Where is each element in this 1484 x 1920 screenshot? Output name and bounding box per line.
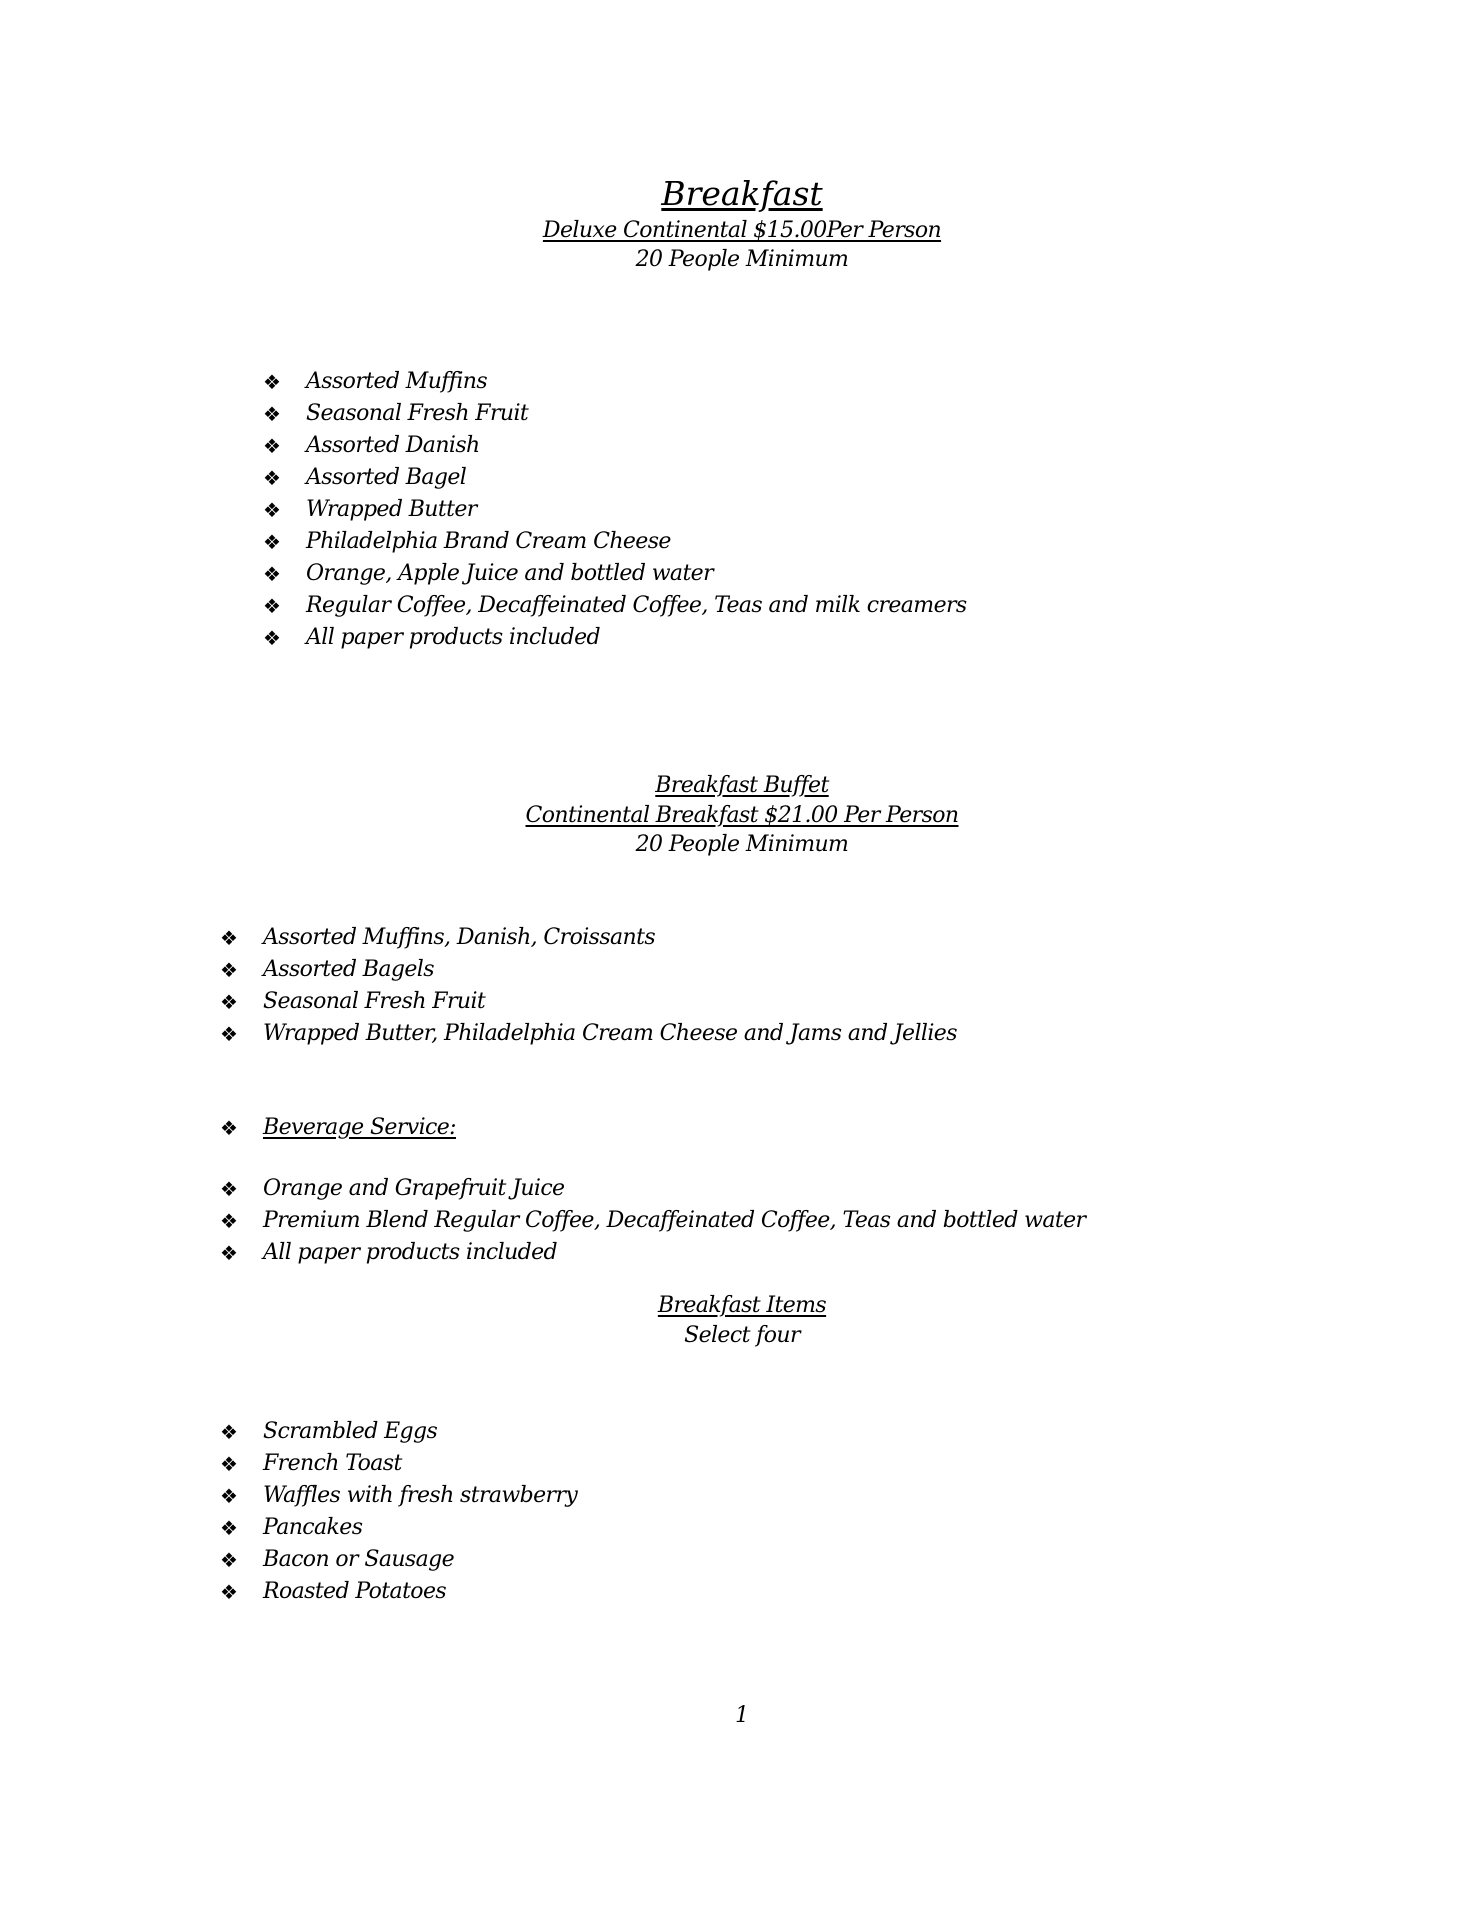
breakfast-buffet-title: Breakfast Buffet xyxy=(655,773,829,798)
deluxe-continental-minimum: 20 People Minimum xyxy=(635,247,849,272)
diamond-bullet-icon: ❖ xyxy=(220,1452,238,1476)
list-item: ❖ Orange, Apple Juice and bottled water xyxy=(263,558,967,590)
diamond-bullet-icon: ❖ xyxy=(220,1209,238,1233)
diamond-bullet-icon: ❖ xyxy=(220,1241,238,1265)
diamond-bullet-icon: ❖ xyxy=(263,402,281,426)
diamond-bullet-icon: ❖ xyxy=(220,1484,238,1508)
list-item: ❖ Waffles with fresh strawberry xyxy=(220,1480,577,1512)
deluxe-continental-price: Deluxe Continental $15.00Per Person xyxy=(542,218,942,243)
diamond-bullet-icon: ❖ xyxy=(220,1420,238,1444)
diamond-bullet-icon: ❖ xyxy=(220,1548,238,1572)
list-item: ❖ All paper products included xyxy=(220,1237,1085,1269)
breakfast-items-instruction: Select four xyxy=(684,1323,800,1348)
list-item: ❖ Assorted Muffins, Danish, Croissants xyxy=(220,922,957,954)
diamond-bullet-icon: ❖ xyxy=(220,1022,238,1046)
list-item: ❖ All paper products included xyxy=(263,622,967,654)
list-item: ❖ French Toast xyxy=(220,1448,577,1480)
list-item: ❖ Assorted Muffins xyxy=(263,366,967,398)
breakfast-title: Breakfast xyxy=(661,174,823,213)
list-item xyxy=(220,1112,456,1144)
diamond-bullet-icon: ❖ xyxy=(263,562,281,586)
diamond-bullet-icon: ❖ xyxy=(220,1580,238,1604)
list-item: ❖ Premium Blend Regular Coffee, Decaffeinated Coffee, Teas and bottled water xyxy=(220,1205,1085,1237)
list-item: ❖ Assorted Bagel xyxy=(263,462,967,494)
continental-breakfast-minimum: 20 People Minimum xyxy=(635,832,849,857)
diamond-bullet-icon: ❖ xyxy=(220,1116,238,1140)
list-item: ❖ Wrapped Butter xyxy=(263,494,967,526)
diamond-bullet-icon: ❖ xyxy=(263,594,281,618)
buffet-food-list xyxy=(220,922,957,1050)
diamond-bullet-icon: ❖ xyxy=(263,370,281,394)
breakfast-items-title: Breakfast Items xyxy=(657,1293,827,1318)
diamond-bullet-icon: ❖ xyxy=(263,530,281,554)
list-item: ❖ Regular Coffee, Decaffeinated Coffee, Teas and milk creamers xyxy=(263,590,967,622)
diamond-bullet-icon: ❖ xyxy=(263,498,281,522)
list-item: ❖ Bacon or Sausage xyxy=(220,1544,577,1576)
list-item: ❖ Scrambled Eggs xyxy=(220,1416,577,1448)
diamond-bullet-icon: ❖ xyxy=(263,626,281,650)
beverage-list xyxy=(220,1173,1085,1269)
diamond-bullet-icon: ❖ xyxy=(263,434,281,458)
breakfast-items-list xyxy=(220,1416,577,1608)
beverage-service-heading: Beverage Service: xyxy=(263,1115,456,1140)
deluxe-continental-list xyxy=(263,366,967,654)
list-item: ❖ Assorted Bagels xyxy=(220,954,957,986)
diamond-bullet-icon: ❖ xyxy=(263,466,281,490)
diamond-bullet-icon: ❖ xyxy=(220,1516,238,1540)
list-item: ❖ Pancakes xyxy=(220,1512,577,1544)
list-item: ❖ Roasted Potatoes xyxy=(220,1576,577,1608)
diamond-bullet-icon: ❖ xyxy=(220,1177,238,1201)
list-item: ❖ Wrapped Butter, Philadelphia Cream Cheese and Jams and Jellies xyxy=(220,1018,957,1050)
list-item: ❖ Orange and Grapefruit Juice xyxy=(220,1173,1085,1205)
continental-breakfast-price: Continental Breakfast $21.00 Per Person xyxy=(525,803,959,828)
diamond-bullet-icon: ❖ xyxy=(220,990,238,1014)
diamond-bullet-icon: ❖ xyxy=(220,958,238,982)
list-item: ❖ Philadelphia Brand Cream Cheese xyxy=(263,526,967,558)
list-item: ❖ Seasonal Fresh Fruit xyxy=(263,398,967,430)
diamond-bullet-icon: ❖ xyxy=(220,926,238,950)
list-item: ❖ Assorted Danish xyxy=(263,430,967,462)
beverage-service-heading-list xyxy=(220,1112,456,1144)
page-number: 1 xyxy=(735,1703,749,1728)
list-item: ❖ Seasonal Fresh Fruit xyxy=(220,986,957,1018)
